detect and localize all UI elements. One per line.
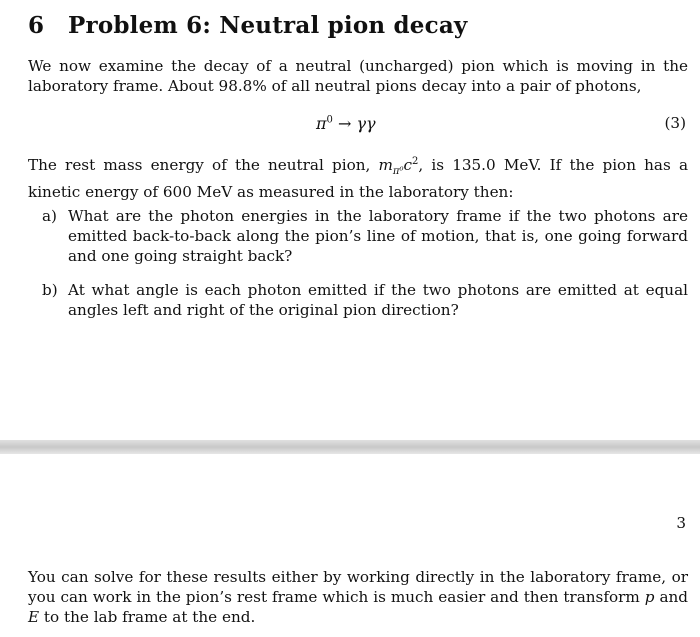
question-a-label: a) bbox=[42, 207, 57, 225]
setup-paragraph bbox=[28, 152, 688, 202]
equation-arrow: → bbox=[332, 114, 357, 133]
question-a bbox=[42, 206, 688, 266]
section-heading bbox=[28, 12, 468, 39]
question-b-label: b) bbox=[42, 281, 58, 299]
equation-formula bbox=[316, 114, 376, 133]
page-divider bbox=[0, 440, 700, 454]
setup-text-1: The rest mass energy of the neutral pion, bbox=[28, 156, 379, 175]
hint-text-3: to the lab frame at the end. bbox=[39, 608, 256, 626]
rest-mass-c: c bbox=[403, 156, 413, 175]
rest-mass-sub: π⁰ bbox=[392, 166, 404, 178]
hint-text-2: and bbox=[654, 588, 688, 606]
setup-text-2: , is 135.0 MeV. If the pion has a kinetic energy of 600 MeV as measured in the laboratory then: bbox=[28, 156, 688, 202]
section-title: Problem 6: Neutral pion decay bbox=[68, 12, 468, 39]
var-p: p bbox=[644, 588, 655, 606]
question-b bbox=[42, 280, 688, 320]
hint-paragraph bbox=[28, 567, 688, 627]
rest-mass-m: m bbox=[378, 156, 393, 175]
decay-equation bbox=[0, 114, 700, 136]
var-e: E bbox=[28, 608, 40, 626]
rest-mass-sup: 2 bbox=[412, 156, 419, 167]
page-number: 3 bbox=[676, 514, 686, 532]
hint-text-1: You can solve for these results either by working directly in the laboratory frame, or you can work in the pion’s rest frame which is much easier and then transform bbox=[28, 568, 688, 606]
question-a-text: What are the photon energies in the laboratory frame if the two photons are emitted back-to-back along the pion’s line of motion, that is, one going forward and one going straight back? bbox=[68, 207, 688, 265]
equation-lhs: π bbox=[316, 114, 327, 133]
rest-mass-symbol bbox=[378, 156, 419, 178]
equation-lhs-sup: 0 bbox=[326, 114, 333, 126]
intro-paragraph: We now examine the decay of a neutral (uncharged) pion which is moving in the laboratory frame. About 98.8% of all neutral pions decay into a pair of photons, bbox=[28, 57, 688, 95]
equation-number: (3) bbox=[664, 114, 686, 132]
section-number: 6 bbox=[28, 12, 45, 39]
question-b-text: At what angle is each photon emitted if the two photons are emitted at equal angles left and right of the original pion direction? bbox=[68, 281, 688, 319]
equation-rhs: γγ bbox=[356, 114, 376, 133]
